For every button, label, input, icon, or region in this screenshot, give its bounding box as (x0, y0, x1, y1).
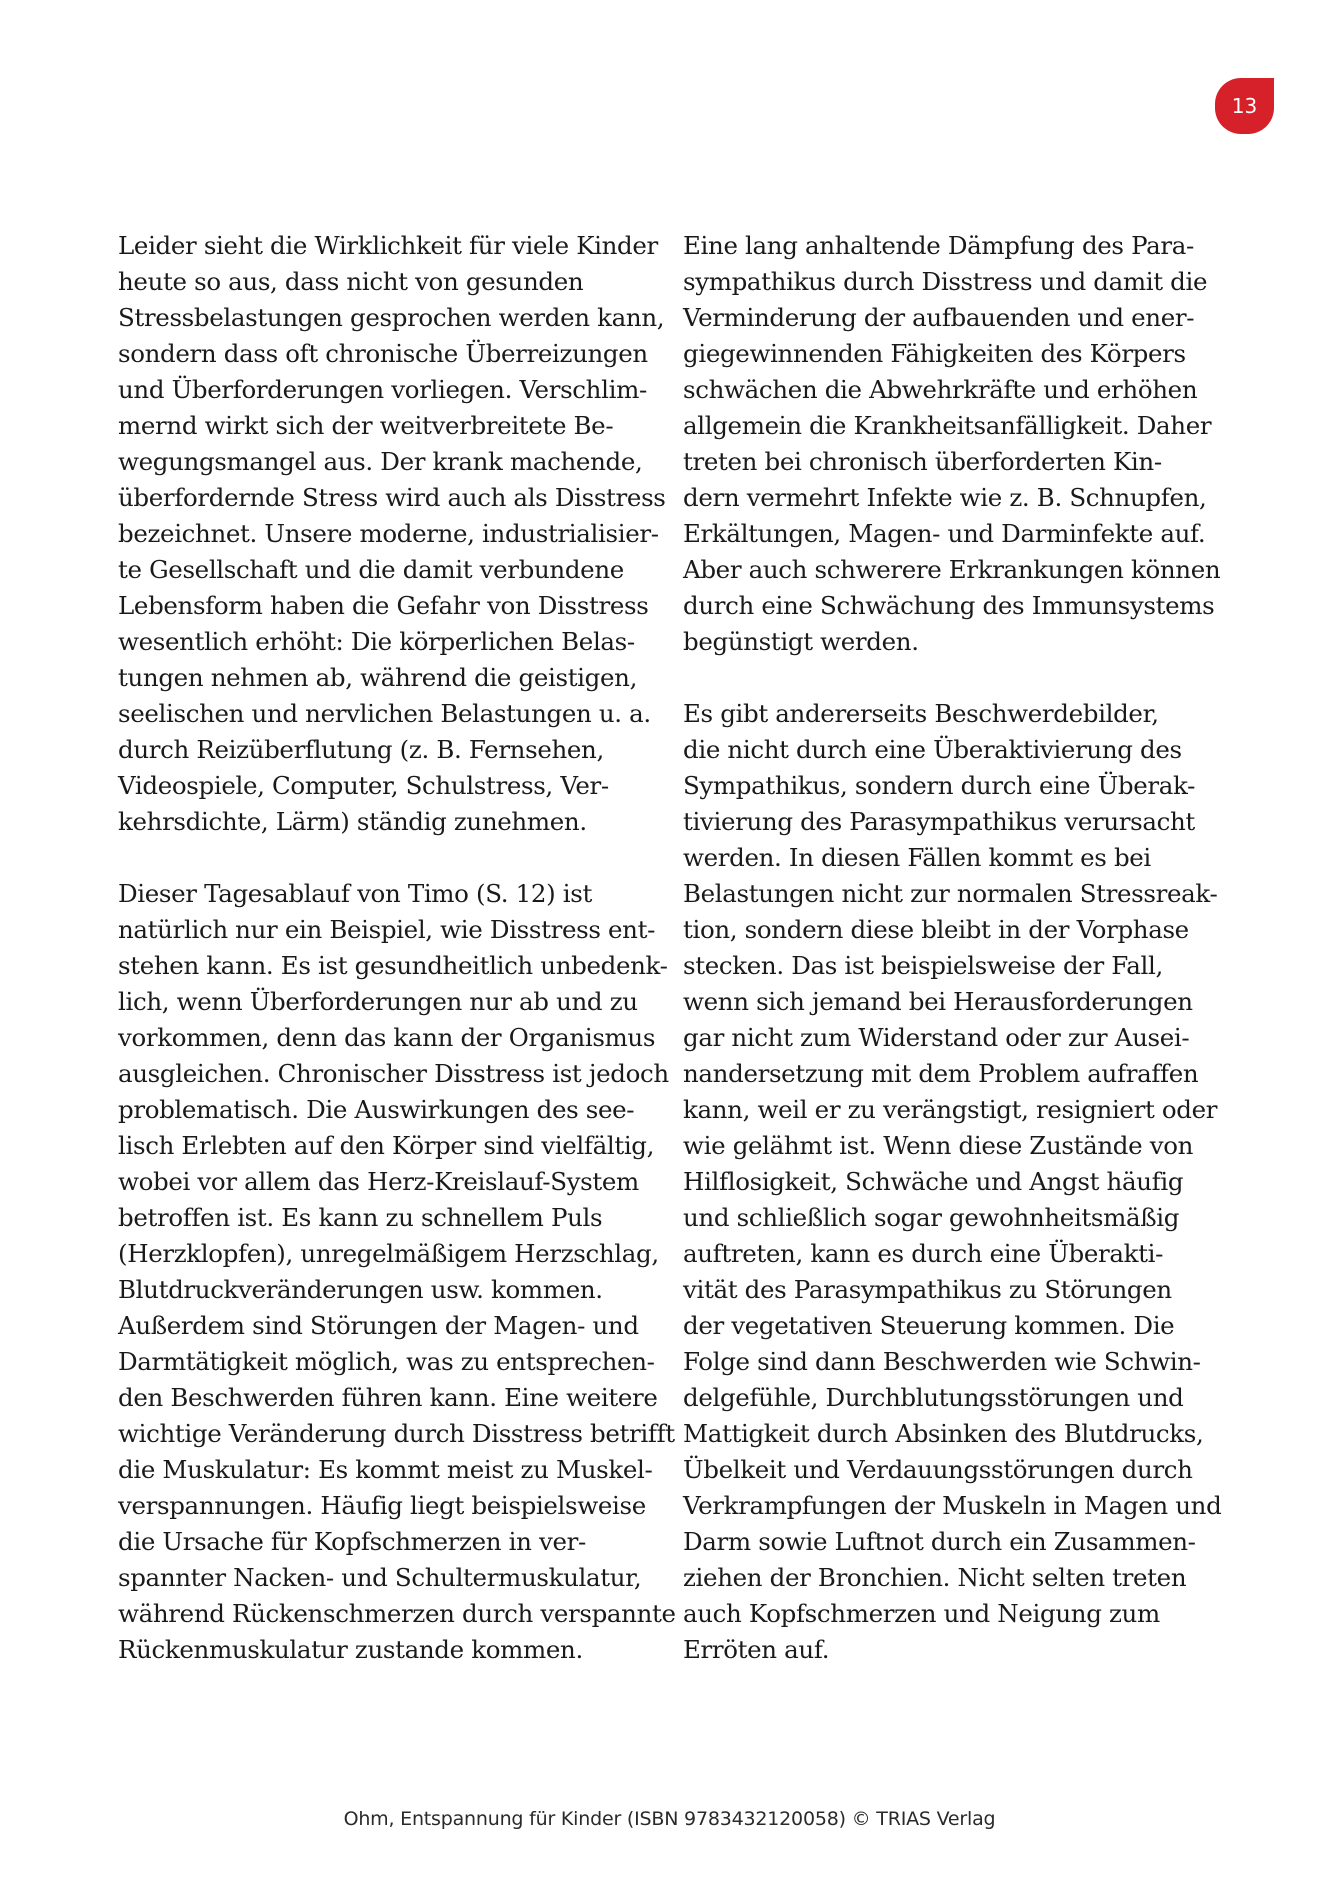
text-line: ziehen der Bronchien. Nicht selten treten (683, 1563, 1187, 1592)
text-line: überfordernde Stress wird auch als Disstress (118, 483, 666, 512)
text-line: auch Kopfschmerzen und Neigung zum (683, 1599, 1160, 1628)
text-line: dern vermehrt Infekte wie z. B. Schnupfen, (683, 483, 1207, 512)
text-line: Dieser Tagesablauf von Timo (S. 12) ist (118, 879, 592, 908)
paragraph-gap (118, 840, 638, 876)
text-line: Mattigkeit durch Absinken des Blutdrucks, (683, 1419, 1204, 1448)
text-line: (Herzklopfen), unregelmäßigem Herzschlag, (118, 1239, 659, 1268)
text-line: die Muskulatur: Es kommt meist zu Muskel- (118, 1455, 653, 1484)
text-line: mernd wirkt sich der weitverbreitete Be- (118, 411, 614, 440)
text-line: und schließlich sogar gewohnheitsmäßig (683, 1203, 1180, 1232)
text-line: wichtige Veränderung durch Disstress betrifft (118, 1419, 675, 1448)
text-line: lisch Erlebten auf den Körper sind vielfältig, (118, 1131, 655, 1160)
text-line: die Ursache für Kopfschmerzen in ver- (118, 1527, 586, 1556)
text-line: durch Reizüberflutung (z. B. Fernsehen, (118, 735, 604, 764)
text-line: nandersetzung mit dem Problem aufraffen (683, 1059, 1199, 1088)
text-line: stehen kann. Es ist gesundheitlich unbedenk- (118, 951, 668, 980)
text-line: Darm sowie Luftnot durch ein Zusammen- (683, 1527, 1196, 1556)
text-line: Stressbelastungen gesprochen werden kann, (118, 303, 665, 332)
text-line: spannter Nacken- und Schultermuskulatur, (118, 1563, 642, 1592)
text-line: die nicht durch eine Überaktivierung des (683, 735, 1182, 764)
text-line: Rückenmuskulatur zustande kommen. (118, 1635, 583, 1664)
text-line: Außerdem sind Störungen der Magen- und (118, 1311, 639, 1340)
text-line: der vegetativen Steuerung kommen. Die (683, 1311, 1175, 1340)
page-number-badge: 13 (1215, 78, 1274, 134)
text-line: vität des Parasympathikus zu Störungen (683, 1275, 1172, 1304)
text-line: gar nicht zum Widerstand oder zur Ausei- (683, 1023, 1190, 1052)
text-line: lich, wenn Überforderungen nur ab und zu (118, 987, 638, 1016)
text-line: delgefühle, Durchblutungsstörungen und (683, 1383, 1184, 1412)
text-line: verspannungen. Häufig liegt beispielsweise (118, 1491, 646, 1520)
text-line: Verminderung der aufbauenden und ener- (683, 303, 1195, 332)
text-line: bezeichnet. Unsere moderne, industrialisier- (118, 519, 659, 548)
text-line: Erkältungen, Magen- und Darminfekte auf. (683, 519, 1206, 548)
text-line: werden. In diesen Fällen kommt es bei (683, 843, 1151, 872)
text-line: Verkrampfungen der Muskeln in Magen und (683, 1491, 1222, 1520)
text-line: Lebensform haben die Gefahr von Disstress (118, 591, 649, 620)
text-line: treten bei chronisch überforderten Kin- (683, 447, 1162, 476)
text-line: Videospiele, Computer, Schulstress, Ver- (118, 771, 609, 800)
text-line: Leider sieht die Wirklichkeit für viele Kinder (118, 231, 658, 260)
text-line: schwächen die Abwehrkräfte und erhöhen (683, 375, 1198, 404)
text-line: stecken. Das ist beispielsweise der Fall, (683, 951, 1163, 980)
paragraph-gap (683, 660, 1203, 696)
text-line: begünstigt werden. (683, 627, 919, 656)
text-line: Hilflosigkeit, Schwäche und Angst häufig (683, 1167, 1184, 1196)
text-line: Es gibt andererseits Beschwerdebilder, (683, 699, 1159, 728)
text-line: wesentlich erhöht: Die körperlichen Belas- (118, 627, 635, 656)
text-line: te Gesellschaft und die damit verbundene (118, 555, 624, 584)
text-line: auftreten, kann es durch eine Überakti- (683, 1239, 1164, 1268)
text-line: und Überforderungen vorliegen. Verschlim- (118, 375, 647, 404)
text-line: vorkommen, denn das kann der Organismus (118, 1023, 656, 1052)
text-line: tungen nehmen ab, während die geistigen, (118, 663, 638, 692)
text-line: giegewinnenden Fähigkeiten des Körpers (683, 339, 1186, 368)
text-line: betroffen ist. Es kann zu schnellem Puls (118, 1203, 603, 1232)
text-line: problematisch. Die Auswirkungen des see- (118, 1095, 635, 1124)
text-line: Belastungen nicht zur normalen Stressreak- (683, 879, 1218, 908)
text-line: tivierung des Parasympathikus verursacht (683, 807, 1195, 836)
text-line: kann, weil er zu verängstigt, resigniert oder (683, 1095, 1218, 1124)
text-line: durch eine Schwächung des Immunsystems (683, 591, 1215, 620)
text-line: natürlich nur ein Beispiel, wie Disstress ent- (118, 915, 655, 944)
text-line: tion, sondern diese bleibt in der Vorphase (683, 915, 1189, 944)
text-line: den Beschwerden führen kann. Eine weitere (118, 1383, 658, 1412)
text-line: Aber auch schwerere Erkrankungen können (683, 555, 1221, 584)
text-line: wobei vor allem das Herz-Kreislauf-System (118, 1167, 639, 1196)
text-line: kehrsdichte, Lärm) ständig zunehmen. (118, 807, 587, 836)
text-line: wie gelähmt ist. Wenn diese Zustände von (683, 1131, 1194, 1160)
text-line: während Rückenschmerzen durch verspannte (118, 1599, 676, 1628)
text-line: seelischen und nervlichen Belastungen u. a. (118, 699, 651, 728)
text-line: sympathikus durch Disstress und damit die (683, 267, 1208, 296)
text-line: wenn sich jemand bei Herausforderungen (683, 987, 1193, 1016)
text-line: allgemein die Krankheitsanfälligkeit. Daher (683, 411, 1212, 440)
text-line: Blutdruckveränderungen usw. kommen. (118, 1275, 603, 1304)
text-line: Sympathikus, sondern durch eine Überak- (683, 771, 1195, 800)
left-column (118, 228, 676, 1668)
text-line: wegungsmangel aus. Der krank machende, (118, 447, 643, 476)
text-line: Erröten auf. (683, 1635, 830, 1664)
text-line: Darmtätigkeit möglich, was zu entsprechen- (118, 1347, 655, 1376)
text-line: sondern dass oft chronische Überreizungen (118, 339, 648, 368)
text-line: heute so aus, dass nicht von gesunden (118, 267, 584, 296)
footer-citation: Ohm, Entspannung für Kinder (ISBN 9783432120058) © TRIAS Verlag (343, 1808, 996, 1830)
text-line: Folge sind dann Beschwerden wie Schwin- (683, 1347, 1201, 1376)
right-column (683, 228, 1222, 1668)
text-line: Übelkeit und Verdauungsstörungen durch (683, 1455, 1193, 1484)
text-line: ausgleichen. Chronischer Disstress ist jedoch (118, 1059, 669, 1088)
text-line: Eine lang anhaltende Dämpfung des Para- (683, 231, 1194, 260)
